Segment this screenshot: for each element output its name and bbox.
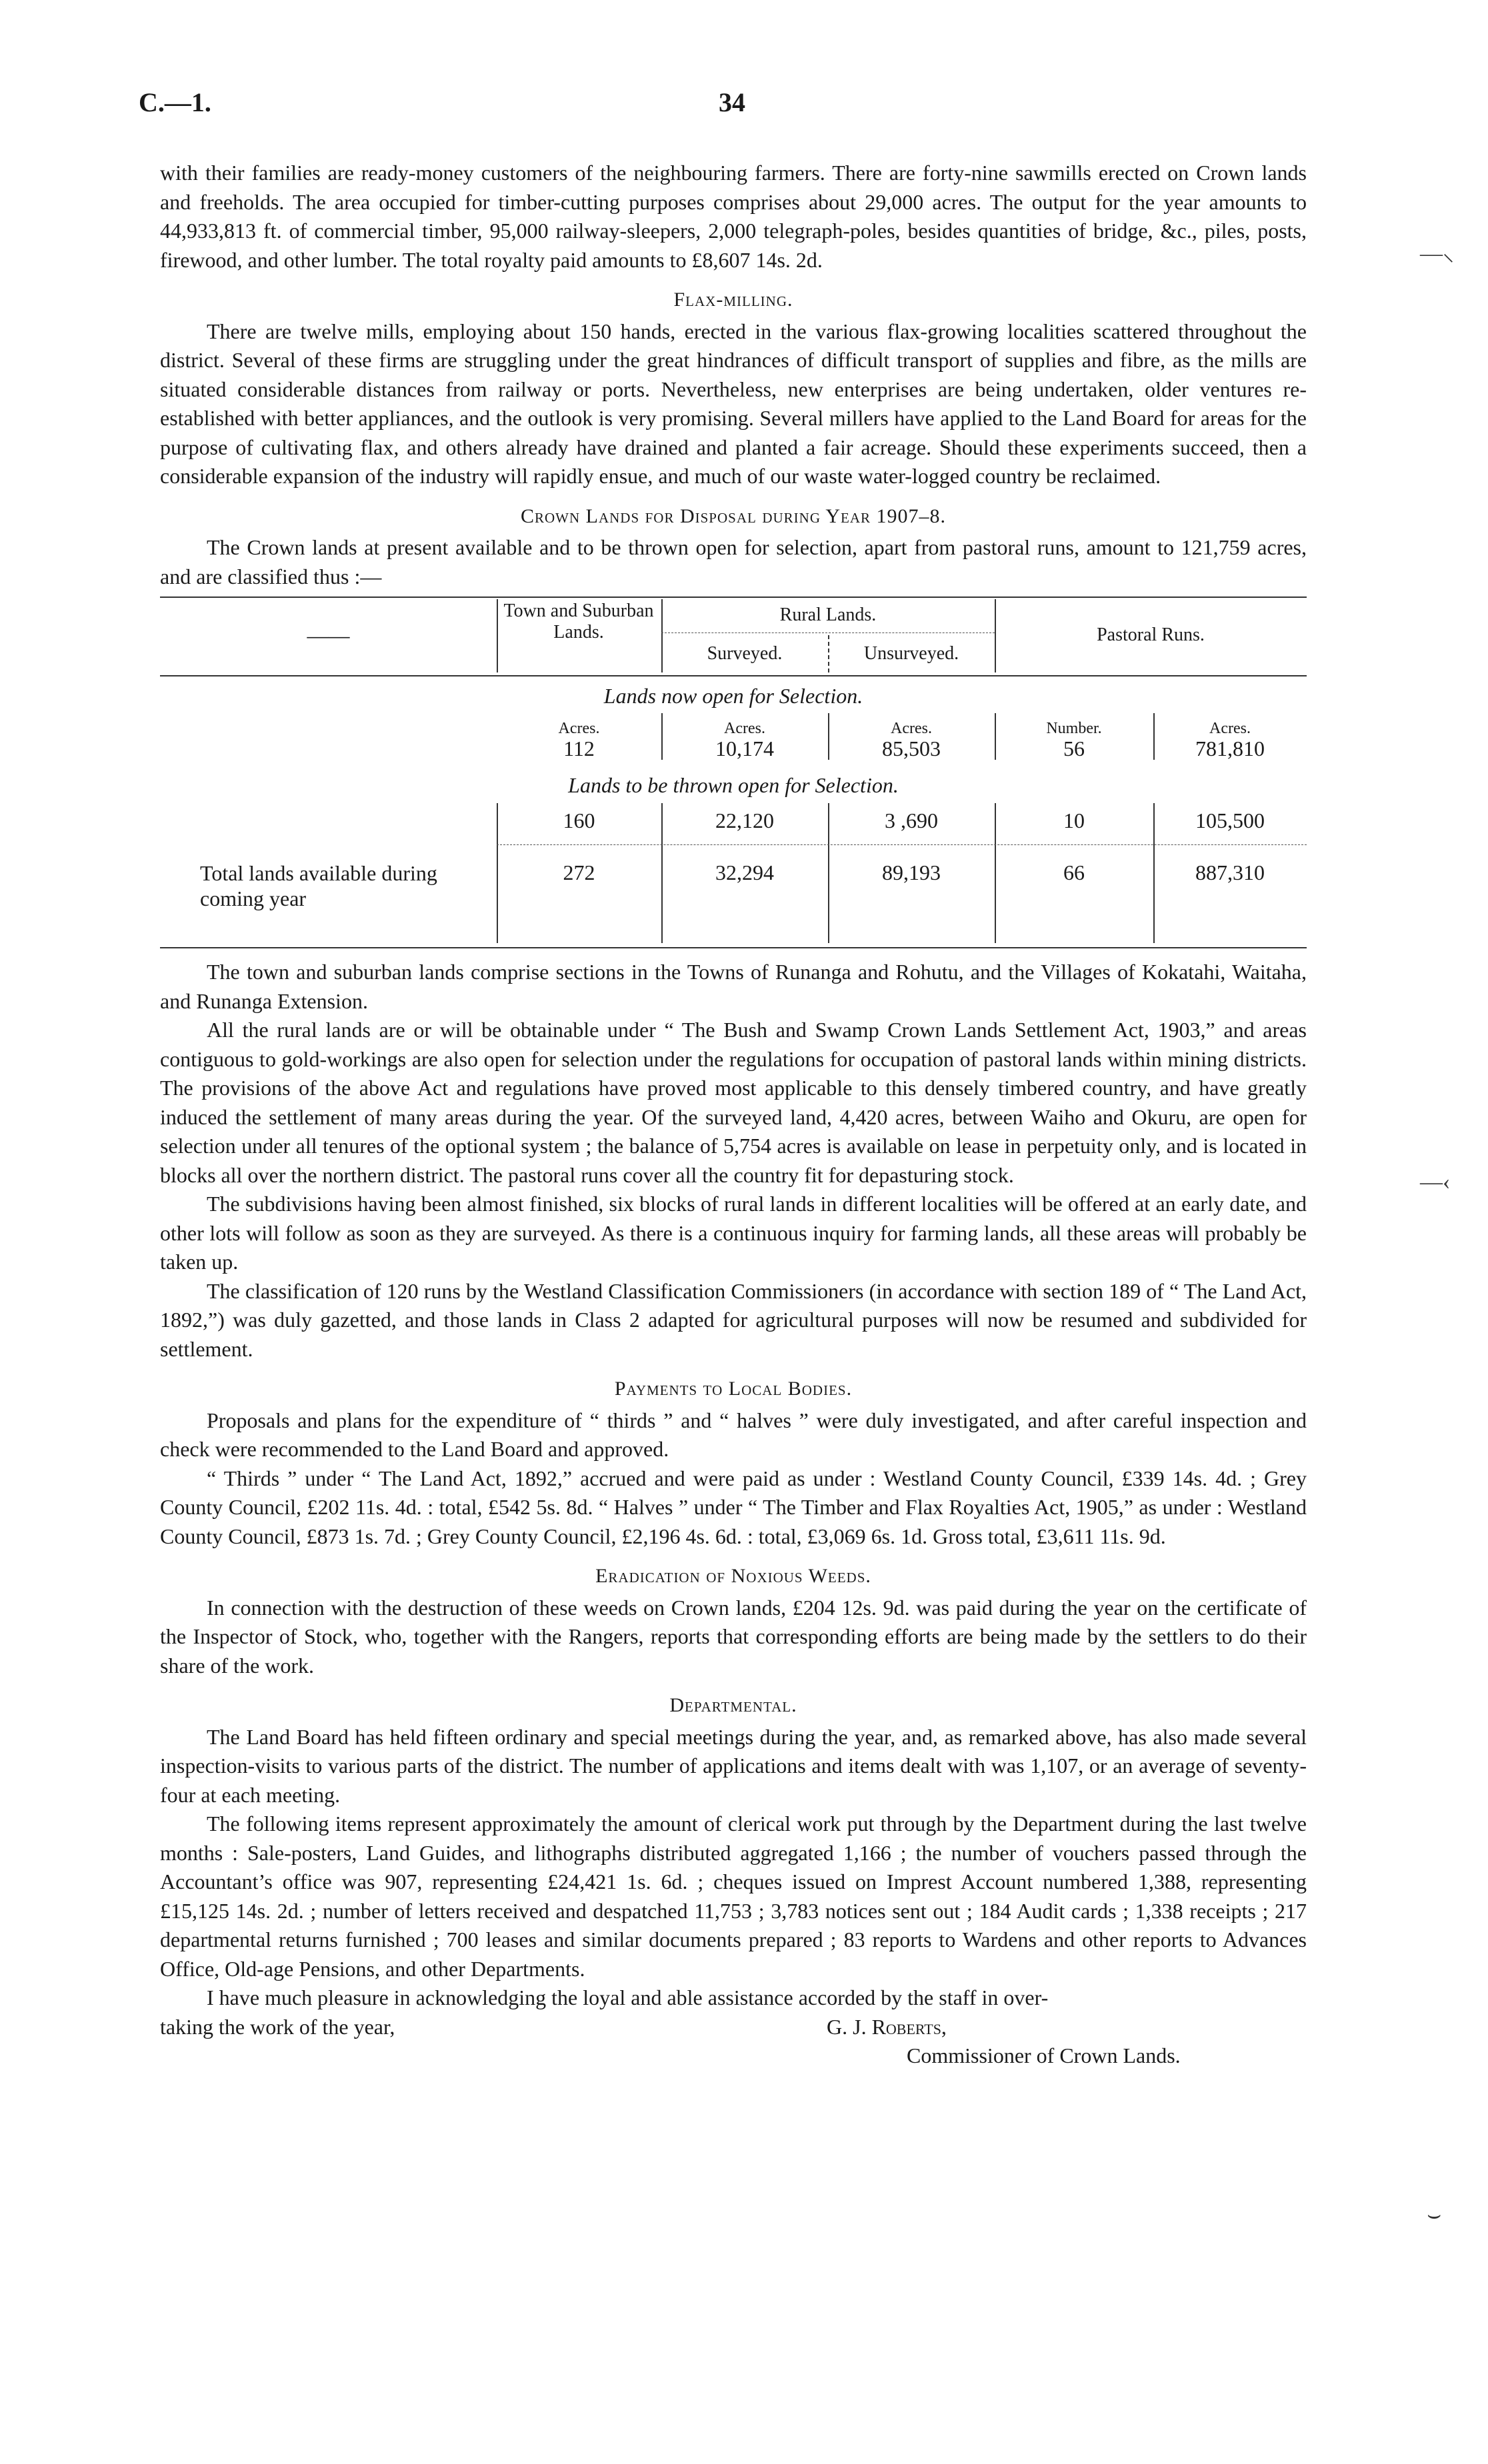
cell-total-acres: 887,310	[1195, 860, 1265, 884]
section-heading-payments: Payments to Local Bodies.	[614, 1378, 853, 1400]
paragraph: “ Thirds ” under “ The Land Act, 1892,” accrued and were paid as under : Westland County Council, £339 14s. 4d. ; Grey County Council, £202 11s. 4d. : total, £542 5s. 8d. “ Halves ” under “ The Timber and Flax Royalties Act, 1905,” as under : Westland County Council, £873 1s. 7d. ; Grey County Council, £2,196 4s. 6d. : total, £3,069 6s. 1d. Gross total, £3,611 11s. 9d.	[160, 1466, 1307, 1548]
subheading-thrown: Lands to be thrown open for Selection.	[568, 773, 899, 797]
cell-thrown-unsurveyed: 3 ,690	[885, 808, 938, 832]
cell-total-surveyed: 32,294	[715, 860, 774, 884]
document-reference: C.—1.	[139, 87, 211, 117]
cell-total-town: 272	[563, 860, 595, 884]
cell-open-acres: 781,810	[1195, 736, 1265, 760]
cell-total-number: 66	[1063, 860, 1085, 884]
page-header	[139, 87, 1312, 127]
header-surveyed: Surveyed.	[707, 643, 783, 664]
closing-paragraph: I have much pleasure in acknowledging the loyal and able assistance accorded by the staff in over-	[207, 1985, 1049, 2009]
header-town-suburban: Town and Suburban Lands.	[503, 601, 654, 642]
signature-block	[160, 2013, 1307, 2074]
paragraph: The Crown lands at present available and to be thrown open for selection, apart from pastoral runs, amount to 121,759 acres, and are classified thus :—	[160, 535, 1307, 589]
paragraph: Proposals and plans for the expenditure of “ thirds ” and “ halves ” were duly investigated, and after careful inspection and check were recommended to the Land Board and approved.	[160, 1408, 1307, 1461]
section-heading-crown-lands: Crown Lands for Disposal during Year 1907–8.	[520, 505, 947, 527]
cell-thrown-surveyed: 22,120	[715, 808, 774, 832]
table-rule	[160, 675, 1307, 676]
signatory-name: G. J. Roberts,	[827, 2014, 947, 2039]
section-heading-weeds: Eradication of Noxious Weeds.	[595, 1565, 871, 1587]
paragraph: All the rural lands are or will be obtainable under “ The Bush and Swamp Crown Lands Settlement Act, 1903,” and areas contiguous to gold-workings are also open for selection under the regulations for occupation of pastoral lands within mining districts. The provisions of the above Act and regulations have proved most applicable to this densely timbered country, and have greatly induced the settlement of many areas during the year. Of the surveyed land, 4,420 acres, between Waiho and Okuru, are open for selection under all tenures of the optional system ; the balance of 5,754 acres is available on lease in perpetuity only, and is located in blocks all over the northern district. The pastoral runs cover all the country fit for depasturing stock.	[160, 1018, 1307, 1187]
closing-last-line: taking the work of the year,	[160, 2014, 395, 2039]
header-pastoral-runs: Pastoral Runs.	[1097, 624, 1205, 645]
cell-thrown-number: 10	[1063, 808, 1085, 832]
subheading-open: Lands now open for Selection.	[603, 684, 863, 708]
section-heading-flax: Flax-milling.	[673, 289, 793, 311]
paragraph: The town and suburban lands comprise sections in the Towns of Runanga and Rohutu, and the Villages of Kokatahi, Waitaha, and Runanga Extension.	[160, 960, 1307, 1013]
page-number: 34	[719, 87, 745, 117]
paragraph: The subdivisions having been almost finished, six blocks of rural lands in different localities will be offered at an early date, and other lots will follow as soon as they are surveyed. As there is a continuous inquiry for farming lands, all these areas will probably be taken up.	[160, 1192, 1307, 1274]
cell-open-town: 112	[563, 736, 595, 760]
cell-open-number: 56	[1063, 736, 1085, 760]
cell-total-unsurveyed: 89,193	[882, 860, 941, 884]
margin-mark: —⸜	[1420, 241, 1454, 266]
paragraph: In connection with the destruction of these weeds on Crown lands, £204 12s. 9d. was paid during the year on the certificate of the Inspector of Stock, who, together with the Rangers, reports that corresponding efforts are being made by the settlers to do their share of the work.	[160, 1595, 1307, 1678]
paragraph: The following items represent approximately the amount of clerical work put through by the Department during the last twelve months : Sale-posters, Land Guides, and lithographs distributed aggregated 1,166 ; the number of vouchers passed through the Accountant’s office was 907, representing £24,421 1s. 6d. ; cheques issued on Imprest Account numbered 1,388, representing £15,125 14s. 2d. ; number of letters received and despatched 11,753 ; 3,783 notices sent out ; 184 Audit cards ; 1,338 receipts ; 217 departmental returns furnished ; 700 leases and similar documents prepared ; 83 reports to Wardens and other reports to Advances Office, Old-age Pensions, and other Departments.	[160, 1812, 1307, 1981]
paragraph: The Land Board has held fifteen ordinary and special meetings during the year, and, as remarked above, has also made several inspection-visits to various parts of the district. The number of applications and items dealt with was 1,107, or an average of seventy-four at each meeting.	[160, 1724, 1307, 1807]
intro-paragraph: with their families are ready-money customers of the neighbouring farmers. There are forty-nine sawmills erected on Crown lands and freeholds. The area occupied for timber-cutting purposes comprises about 29,000 acres. The output for the year amounts to 44,933,813 ft. of commercial timber, 95,000 railway-sleepers, 2,000 telegraph-poles, besides quantities of bridge, &c., piles, posts, firewood, and other lumber. The total royalty paid amounts to £8,607 14s. 2d.	[160, 161, 1307, 272]
row-total-label: Total lands available during coming year	[200, 861, 437, 910]
cell-open-unsurveyed: 85,503	[882, 736, 941, 760]
signatory-title: Commissioner of Crown Lands.	[907, 2043, 1181, 2067]
table-rule	[160, 597, 1307, 598]
cell-thrown-acres: 105,500	[1195, 808, 1265, 832]
paragraph: There are twelve mills, employing about 150 hands, erected in the various flax-growing localities scattered throughout the district. Several of these firms are struggling under the great hindrances of difficult transport of supplies and fibre, as the mills are situated considerable distances from railway or ports. Nevertheless, new enterprises are being undertaken, older ventures re-established with better appliances, and the outlook is very promising. Several millers have applied to the Land Board for areas for the purpose of cultivating flax, and others already have drained and planted a fair acreage. Should these experiments succeed, then a considerable expansion of the industry will rapidly ensue, and much of our waste water-logged country be reclaimed.	[160, 319, 1307, 488]
margin-mark: —‹	[1420, 1170, 1451, 1194]
margin-mark: ⌣	[1427, 2203, 1442, 2227]
cell-thrown-town: 160	[563, 808, 595, 832]
document-body	[160, 159, 1307, 2074]
header-unsurveyed: Unsurveyed.	[863, 643, 959, 664]
header-rural-lands: Rural Lands.	[779, 605, 877, 625]
cell-open-surveyed: 10,174	[715, 736, 774, 760]
crown-lands-table: —— Town and Suburban Lands. Rural Lands. Surveyed. Unsurveyed. Pastoral Runs. Lands now open for Selection. Acres. Acres. Acres. Number. Acres. 112 10,174 85,503 56 781,810 Lands to be thrown open for Selection. 160 22,120 3 ,690 10 105,500 Total lands available during coming year 272 32,294 89,193 66 887,310	[160, 597, 1307, 950]
table-corner: ——	[307, 623, 350, 647]
paragraph: The classification of 120 runs by the Westland Classification Commissioners (in accordance with section 189 of “ The Land Act, 1892,”) was duly gazetted, and those lands in Class 2 adapted for agricultural purposes will now be resumed and subdivided for settlement.	[160, 1278, 1307, 1361]
table-rule	[160, 947, 1307, 948]
section-heading-departmental: Departmental.	[669, 1694, 797, 1716]
